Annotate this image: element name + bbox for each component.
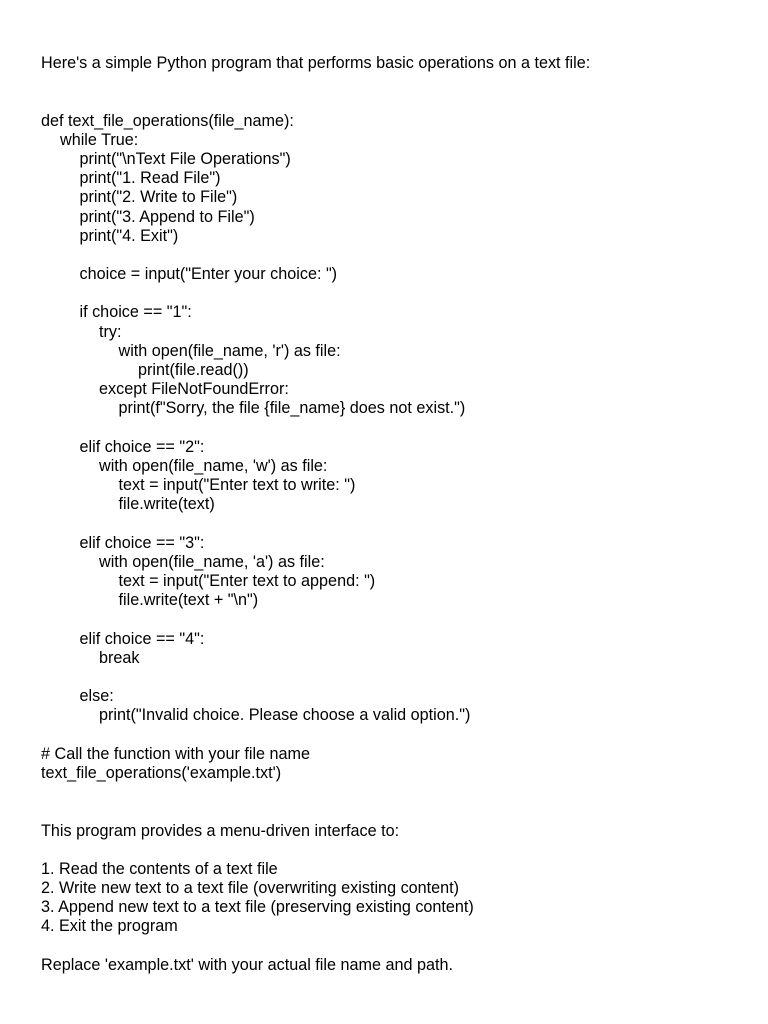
code-block (41, 112, 741, 784)
code-line: def text_file_operations(file_name): (41, 111, 294, 130)
code-line: print("\nText File Operations") (79, 149, 291, 168)
code-line: with open(file_name, 'a') as file: (99, 552, 325, 571)
spacer (41, 246, 741, 265)
spacer (41, 284, 741, 303)
spacer (41, 841, 741, 860)
code-line: if choice == "1": (79, 303, 192, 322)
list-item: 1. Read the contents of a text file (41, 859, 278, 878)
code-line: text_file_operations('example.txt') (41, 763, 282, 782)
code-line: print(f"Sorry, the file {file_name} does not exist.") (118, 399, 466, 418)
list-item: 4. Exit the program (41, 917, 178, 936)
code-line: try: (99, 322, 122, 341)
spacer (41, 668, 741, 687)
code-line: else: (79, 687, 114, 706)
code-line: with open(file_name, 'r') as file: (118, 341, 341, 360)
spacer (41, 783, 741, 821)
code-line: elif choice == "3": (79, 533, 205, 552)
code-line: print("2. Write to File") (79, 188, 238, 207)
code-line: file.write(text) (118, 495, 215, 514)
code-line: break (99, 648, 140, 667)
intro-paragraph: Here's a simple Python program that performs basic operations on a text file: (41, 54, 591, 72)
spacer (41, 726, 741, 745)
summary-intro: This program provides a menu-driven interface to: (41, 821, 400, 840)
code-line: elif choice == "2": (79, 437, 205, 456)
code-line: file.write(text + "\n") (118, 591, 259, 610)
code-line: text = input("Enter text to write: ") (118, 476, 356, 495)
code-line: choice = input("Enter your choice: ") (79, 265, 338, 284)
code-line: print("3. Append to File") (79, 207, 255, 226)
spacer (41, 610, 741, 629)
code-line: elif choice == "4": (79, 629, 205, 648)
spacer (41, 515, 741, 534)
code-line: with open(file_name, 'w') as file: (99, 456, 328, 475)
code-line: text = input("Enter text to append: ") (118, 572, 376, 591)
code-comment: # Call the function with your file name (41, 744, 311, 763)
spacer (41, 937, 741, 956)
list-item: 2. Write new text to a text file (overwriting existing content) (41, 879, 460, 898)
code-line: except FileNotFoundError: (99, 380, 289, 399)
feature-list (41, 860, 741, 937)
spacer (41, 73, 741, 111)
code-line: print("1. Read File") (79, 169, 221, 188)
code-line: print(file.read()) (138, 361, 249, 380)
code-line: print("4. Exit") (79, 226, 179, 245)
list-item: 3. Append new text to a text file (preserving existing content) (41, 898, 474, 917)
code-line: while True: (60, 130, 139, 149)
closing-paragraph: Replace 'example.txt' with your actual file name and path. (41, 955, 453, 974)
code-line: print("Invalid choice. Please choose a valid option.") (99, 706, 471, 725)
spacer (41, 419, 741, 438)
document-page (41, 54, 741, 975)
